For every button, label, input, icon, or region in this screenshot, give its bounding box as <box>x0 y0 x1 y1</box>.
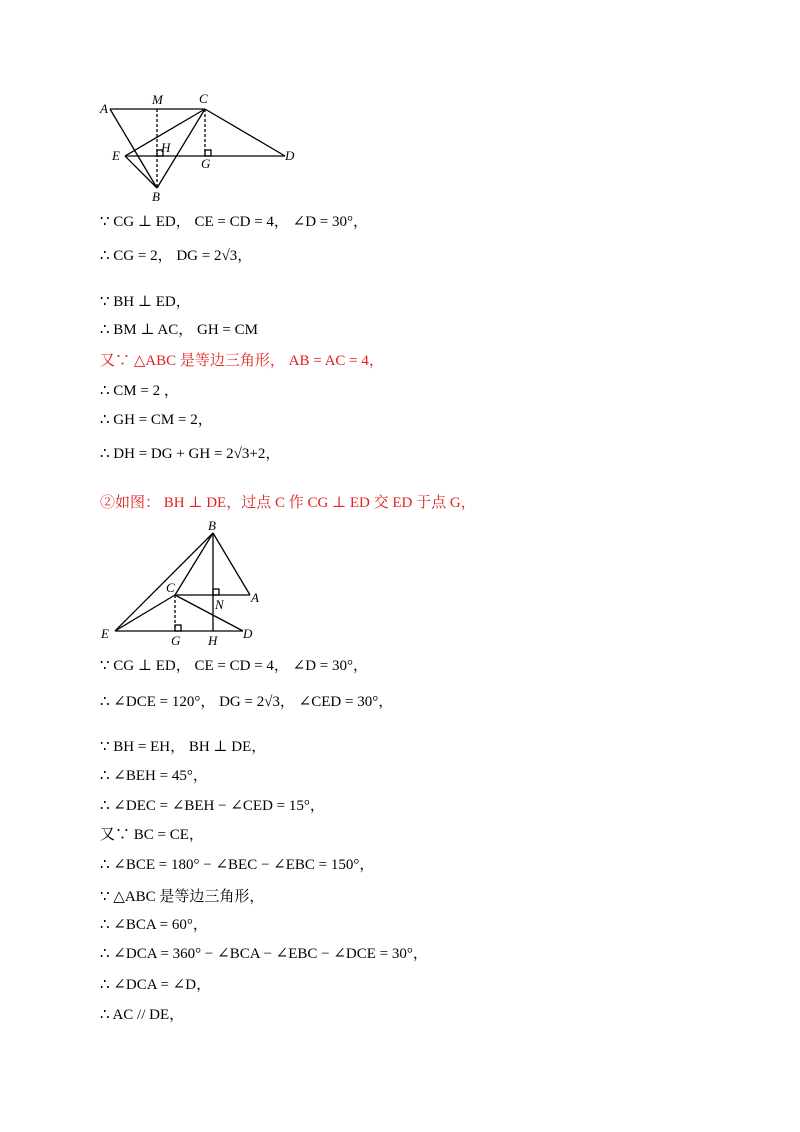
text-line-16: ∴ ∠BCE = 180° − ∠BEC − ∠EBC = 150°， <box>100 857 375 873</box>
text-line-20: ∴ ∠DCA = ∠D， <box>100 977 212 993</box>
text-line-12: ∵ BH = EH， BH ⊥ DE， <box>100 739 267 755</box>
text-line-2: ∴ CG = 2， DG = 2√3， <box>100 248 253 264</box>
text-line-1: ∵ CG ⊥ ED， CE = CD = 4， ∠D = 30°， <box>100 214 369 230</box>
label-D: D <box>243 626 253 641</box>
text-line-6: ∴ CM = 2 ， <box>100 383 179 399</box>
text-line-18: ∴ ∠BCA = 60°， <box>100 917 208 933</box>
label-G: G <box>171 633 181 648</box>
text-line-3: ∵ BH ⊥ ED， <box>100 294 191 310</box>
label-A: A <box>251 590 259 605</box>
label-C: C <box>166 580 175 595</box>
text-line-8: ∴ DH = DG + GH = 2√3+2， <box>100 446 281 462</box>
label-N: N <box>215 597 224 612</box>
label-G: G <box>201 156 211 171</box>
figure-2-diagram <box>95 518 275 648</box>
text-line-7: ∴ GH = CM = 2， <box>100 412 213 428</box>
text-line-5: 又∵ △ABC 是等边三角形， AB = AC = 4， <box>100 353 384 369</box>
text-line-19: ∴ ∠DCA = 360° − ∠BCA − ∠EBC − ∠DCE = 30°， <box>100 946 428 962</box>
label-E: E <box>112 148 120 163</box>
text-line-14: ∴ ∠DEC = ∠BEH − ∠CED = 15°， <box>100 798 325 814</box>
label-D: D <box>285 148 295 163</box>
label-C: C <box>199 91 208 106</box>
label-M: M <box>152 92 163 107</box>
text-line-17: ∵ △ABC 是等边三角形， <box>100 889 265 905</box>
label-H: H <box>208 633 218 648</box>
label-H: H <box>161 140 171 155</box>
text-line-10: ∵ CG ⊥ ED， CE = CD = 4， ∠D = 30°， <box>100 658 369 674</box>
text-line-15: 又∵ BC = CE， <box>100 827 204 843</box>
label-B: B <box>208 518 216 533</box>
label-A: A <box>100 101 108 116</box>
figure-1-diagram <box>95 88 315 208</box>
text-line-11: ∴ ∠DCE = 120°， DG = 2√3， ∠CED = 30°， <box>100 694 394 710</box>
text-line-4: ∴ BM ⊥ AC， GH = CM <box>100 322 258 338</box>
label-B: B <box>152 189 160 204</box>
text-line-9: ②如图： BH ⊥ DE，过点 C 作 CG ⊥ ED 交 ED 于点 G， <box>100 495 476 511</box>
text-line-13: ∴ ∠BEH = 45°， <box>100 768 208 784</box>
text-line-21: ∴ AC // DE， <box>100 1007 185 1023</box>
label-E: E <box>101 626 109 641</box>
